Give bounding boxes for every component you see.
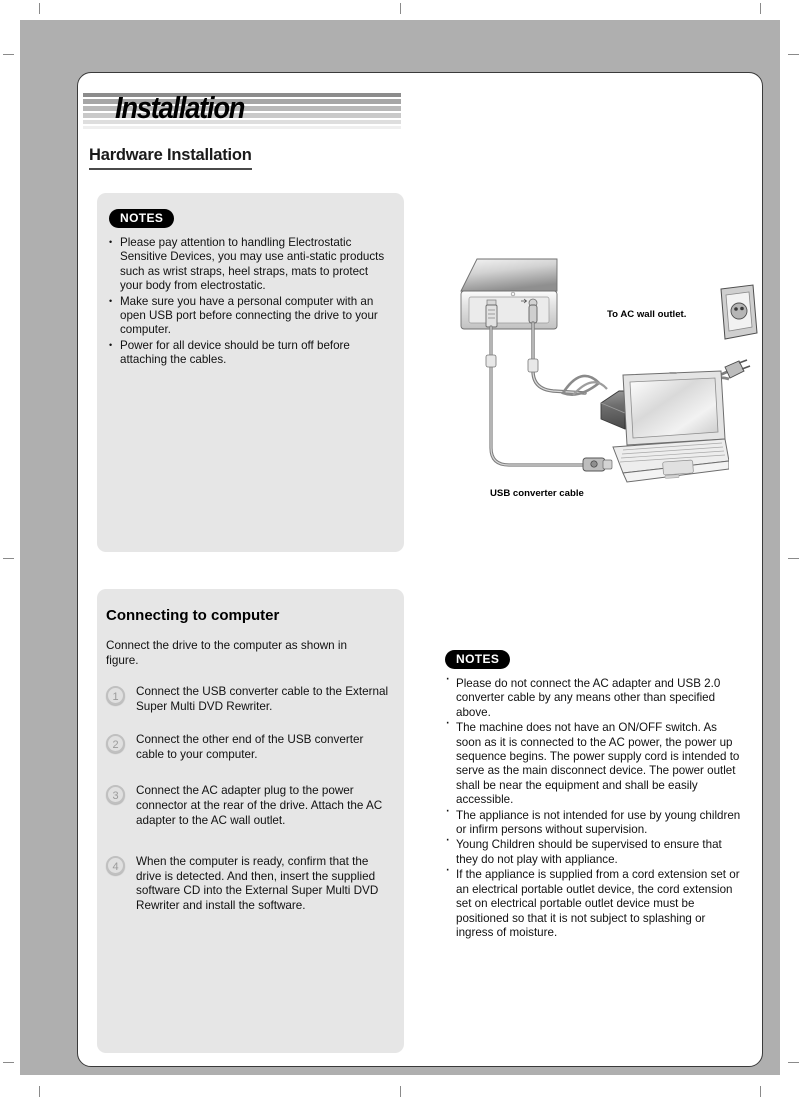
list-item: • Power for all device should be turn off before attaching the cables. — [109, 339, 389, 368]
crop-mark-left-bottom — [3, 1062, 14, 1063]
step-number-badge: 3 — [106, 785, 125, 804]
manual-page — [77, 72, 763, 1067]
notes-badge-label: NOTES — [445, 650, 510, 669]
list-item: · If the appliance is supplied from a cord extension set or an electrical portable outlet device, the cord extension set on electrical portable outlet device must be positioned so that it is not subject to splashing or ingress of moisture. — [445, 868, 743, 940]
list-item — [106, 784, 391, 828]
crop-mark-top-center — [400, 3, 401, 14]
step-text: When the computer is ready, confirm that the drive is detected. And then, insert the supplied software CD into the External Super Multi DVD Rewriter and install the software. — [136, 855, 379, 912]
list-item: · The appliance is not intended for use by young children or infirm persons without supervision. — [445, 809, 743, 838]
list-item — [106, 855, 391, 913]
list-item: · The machine does not have an ON/OFF switch. As soon as it is connected to the AC power, the power up sequence begins. The power supply cord is intended to serve as the main disconnect device. The power outlet shall be near the equipment and shall be easily accessible. — [445, 721, 743, 807]
notes-badge-label: NOTES — [109, 209, 174, 228]
label-usb-cable: USB converter cable — [490, 488, 584, 499]
step-text: Connect the USB converter cable to the External Super Multi DVD Rewriter. — [136, 685, 389, 713]
page-title: Hardware Installation — [89, 146, 252, 170]
installation-diagram — [433, 243, 753, 503]
list-item: • Please pay attention to handling Electrostatic Sensitive Devices, you may use anti-static products such as wrist straps, heel straps, mats to protect your body from electrostatic. — [109, 236, 389, 294]
list-item — [106, 685, 391, 714]
crop-mark-right-top — [788, 54, 799, 55]
crop-mark-top-right — [760, 3, 761, 14]
list-item: • Make sure you have a personal computer with an open USB port before connecting the drive to your computer. — [109, 295, 389, 338]
step-number-badge: 2 — [106, 734, 125, 753]
connecting-title: Connecting to computer — [106, 607, 280, 624]
chapter-title-banner — [83, 90, 401, 129]
step-text: Connect the other end of the USB converter cable to your computer. — [136, 733, 364, 761]
laptop-icon — [601, 369, 729, 489]
crop-mark-right-mid — [788, 558, 799, 559]
crop-mark-bottom-center — [400, 1086, 401, 1097]
notes-badge-right — [445, 650, 510, 669]
connection-steps — [106, 685, 391, 933]
chapter-title: Installation — [115, 90, 245, 125]
crop-mark-bottom-right — [760, 1086, 761, 1097]
crop-mark-right-bottom — [788, 1062, 799, 1063]
label-ac-outlet: To AC wall outlet. — [607, 309, 687, 320]
crop-mark-left-mid — [3, 558, 14, 559]
step-text: Connect the AC adapter plug to the power connector at the rear of the drive. Attach the AC adapter to the AC wall outlet. — [136, 784, 383, 827]
wall-outlet-svg — [715, 283, 759, 341]
notes-list-top — [109, 236, 389, 369]
list-item — [106, 733, 391, 762]
step-number-badge: 4 — [106, 856, 125, 875]
external-drive-icon — [461, 259, 557, 329]
notes-badge-top — [109, 209, 174, 228]
step-number-badge: 1 — [106, 686, 125, 705]
crop-mark-top-left — [39, 3, 40, 14]
page-frame — [20, 20, 780, 1075]
crop-mark-left-top — [3, 54, 14, 55]
list-item: · Please do not connect the AC adapter and USB 2.0 converter cable by any means other than specified above. — [445, 677, 743, 720]
connecting-intro: Connect the drive to the computer as shown in figure. — [106, 639, 348, 667]
notes-list-right — [445, 677, 743, 941]
list-item: · Young Children should be supervised to ensure that they do not play with appliance. — [445, 838, 743, 867]
crop-mark-bottom-left — [39, 1086, 40, 1097]
